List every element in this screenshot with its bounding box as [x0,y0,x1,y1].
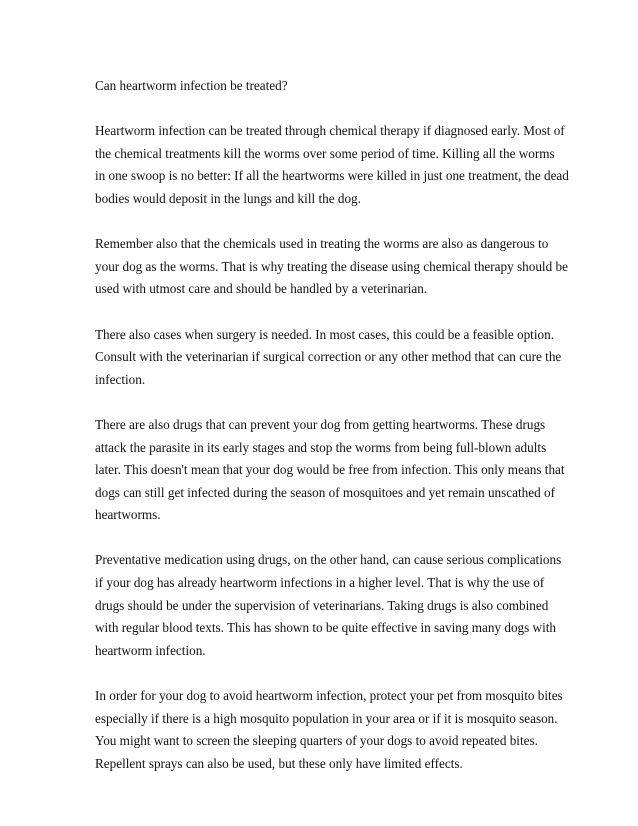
paragraph-line: Heartworm infection can be treated through chemical therapy if diagnosed early. Most of [95,123,565,139]
heading-text: Can heartworm infection be treated? [95,78,288,93]
paragraph [95,685,563,775]
paragraph-line: drugs should be under the supervision of veterinarians. Taking drugs is also combined [95,597,549,613]
paragraph-line: dogs can still get infected during the season of mosquitoes and yet remain unscathed of [95,484,555,500]
document-body [95,75,569,798]
paragraph-line: Consult with the veterinarian if surgical correction or any other method that can cure the [95,349,562,365]
paragraph-line: later. This doesn't mean that your dog would be free from infection. This only means that [95,462,565,478]
paragraph-line: bodies would deposit in the lungs and kill the dog. [95,190,361,206]
paragraph-line: Remember also that the chemicals used in treating the worms are also as dangerous to [95,236,549,252]
paragraph-line: in one swoop is no better: If all the heartworms were killed in just one treatment, the dead [95,168,569,184]
paragraph-line: attack the parasite in its early stages and stop the worms from being full-blown adults [95,439,547,455]
paragraph-line: your dog as the worms. That is why treating the disease using chemical therapy should be [95,258,568,274]
paragraph-line: heartworms. [95,507,161,523]
paragraph-line: Repellent sprays can also be used, but these only have limited effects. [95,755,463,771]
paragraph-line: There also cases when surgery is needed. In most cases, this could be a feasible option. [95,326,554,342]
paragraph-line: if your dog has already heartworm infections in a higher level. That is why the use of [95,575,545,591]
paragraph-line: especially if there is a high mosquito population in your area or if it is mosquito season. [95,710,558,726]
paragraph-line: There are also drugs that can prevent your dog from getting heartworms. These drugs [95,416,546,432]
paragraph-line: with regular blood texts. This has shown to be quite effective in saving many dogs with [95,620,557,636]
paragraph-line: In order for your dog to avoid heartworm infection, protect your pet from mosquito bites [95,688,563,704]
paragraph [95,549,562,662]
paragraph-line: Preventative medication using drugs, on the other hand, can cause serious complications [95,552,562,568]
paragraph-line: You might want to screen the sleeping quarters of your dogs to avoid repeated bites. [95,733,538,749]
paragraph-line: heartworm infection. [95,642,206,658]
paragraph [95,233,568,301]
document-heading [95,75,550,98]
paragraph [95,120,569,210]
paragraph [95,414,565,527]
paragraph-line: the chemical treatments kill the worms over some period of time. Killing all the worms [95,145,555,161]
paragraph-line: infection. [95,371,146,387]
paragraph [95,324,562,392]
paragraph-line: used with utmost care and should be handled by a veterinarian. [95,281,428,297]
